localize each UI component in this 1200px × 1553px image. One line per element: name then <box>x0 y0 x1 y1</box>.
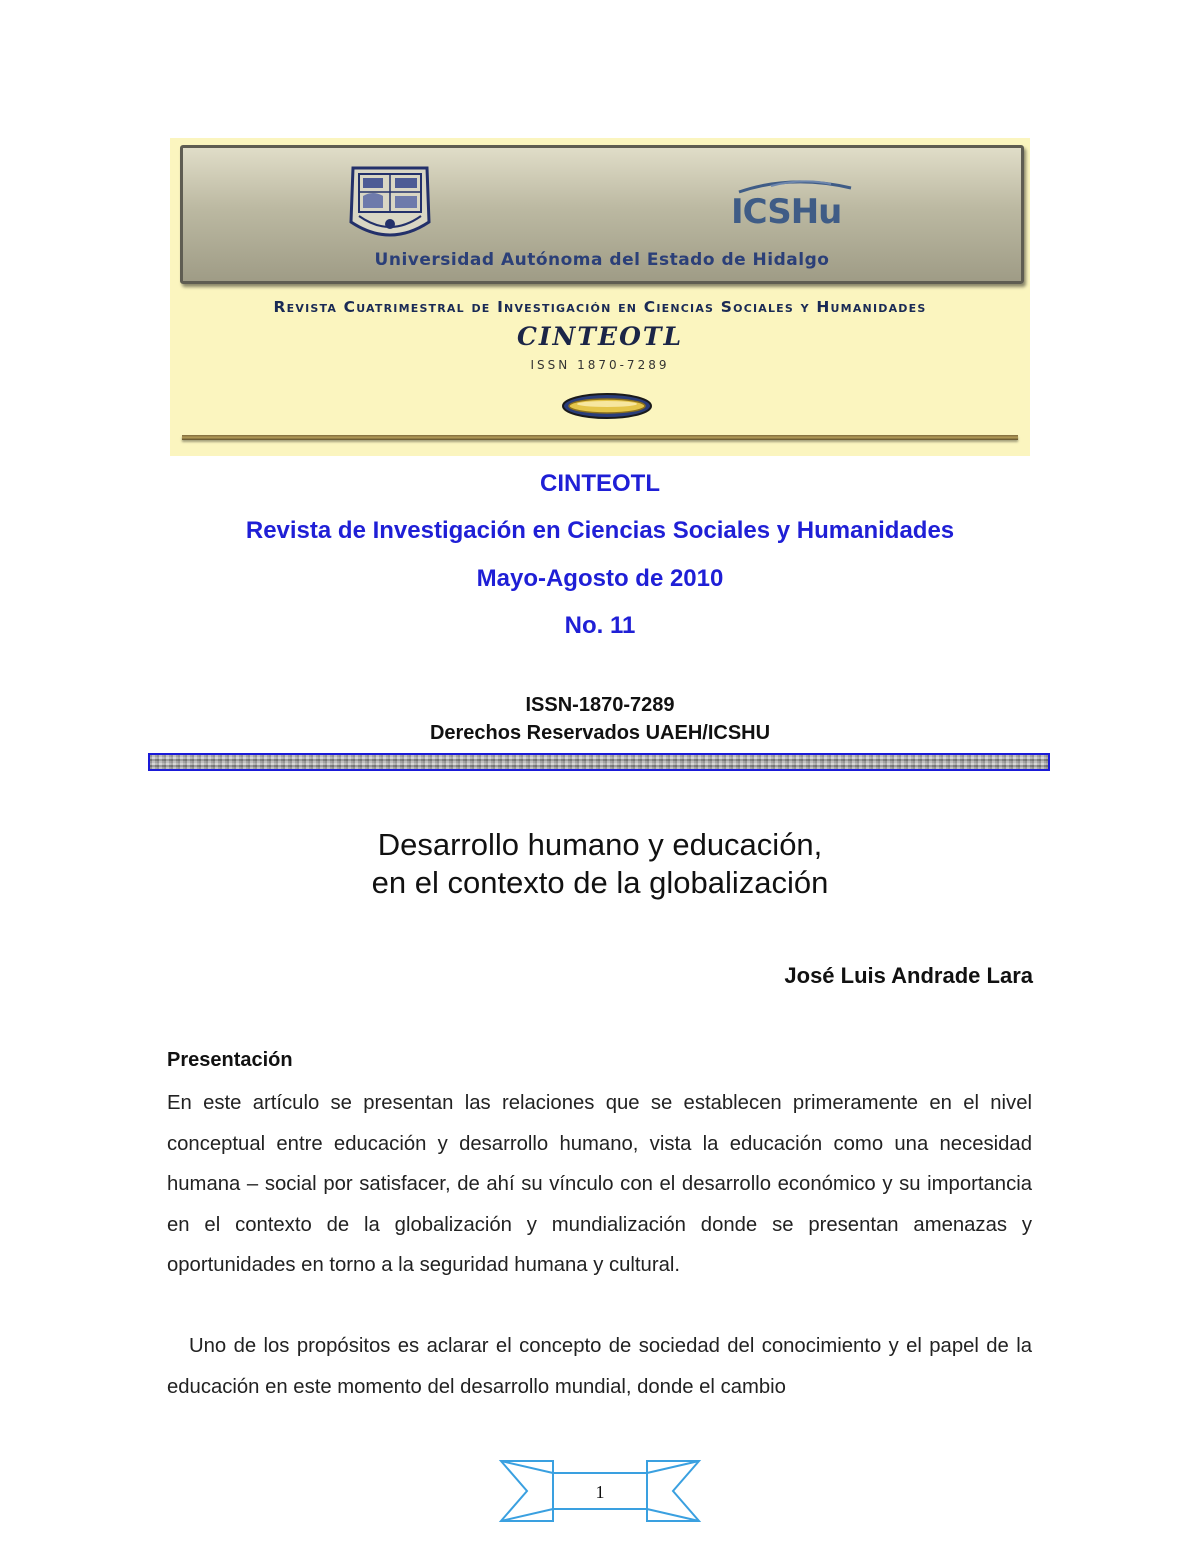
university-seal-icon <box>345 162 435 244</box>
journal-date: Mayo-Agosto de 2010 <box>476 565 724 592</box>
oval-nav-button-icon[interactable] <box>561 392 653 420</box>
rights-line: Derechos Reservados UAEH/ICSHU <box>429 722 771 744</box>
journal-tagline: Revista Cuatrimestral de Investigación en Ciencias Sociales y Humanidades <box>273 298 927 316</box>
header-banner <box>170 138 1030 456</box>
icshu-logo-text: ICSHu <box>731 192 842 232</box>
banner-divider <box>182 435 1018 440</box>
article-author: José Luis Andrade Lara <box>784 963 1033 988</box>
journal-logo: CINTEOTL <box>516 322 684 351</box>
section-heading: Presentación <box>167 1049 293 1071</box>
paragraph-1: En este artículo se presentan las relaciones que se establecen primeramente en el nivel conceptual entre educación y desarrollo humano, vista la educación como una necesidad humana – social por satisfacer, de ahí su vínculo con el desarrollo económico y su importancia en el contexto de la globalización y mundialización donde se presentan amenazas y oportunidades en torno a la seguridad humana y cultural. <box>167 1092 1032 1277</box>
journal-number: No. 11 <box>564 612 636 639</box>
section-divider-bar <box>148 753 1050 771</box>
journal-subtitle: Revista de Investigación en Ciencias Sociales y Humanidades <box>245 517 955 544</box>
university-name: Universidad Autónoma del Estado de Hidalgo <box>374 250 830 270</box>
issn-line: ISSN-1870-7289 <box>525 694 675 716</box>
banner-top-panel <box>180 145 1024 284</box>
page-number: 1 <box>595 1482 605 1502</box>
journal-title: CINTEOTL <box>540 470 660 497</box>
article-title-line2: en el contexto de la globalización <box>371 865 829 900</box>
banner-issn: ISSN 1870-7289 <box>530 358 670 372</box>
paragraph-2: Uno de los propósitos es aclarar el concepto de sociedad del conocimiento y el papel de la educación en este momento del desarrollo mundial, donde el cambio <box>167 1335 1032 1398</box>
article-title-line1: Desarrollo humano y educación, <box>377 827 823 862</box>
